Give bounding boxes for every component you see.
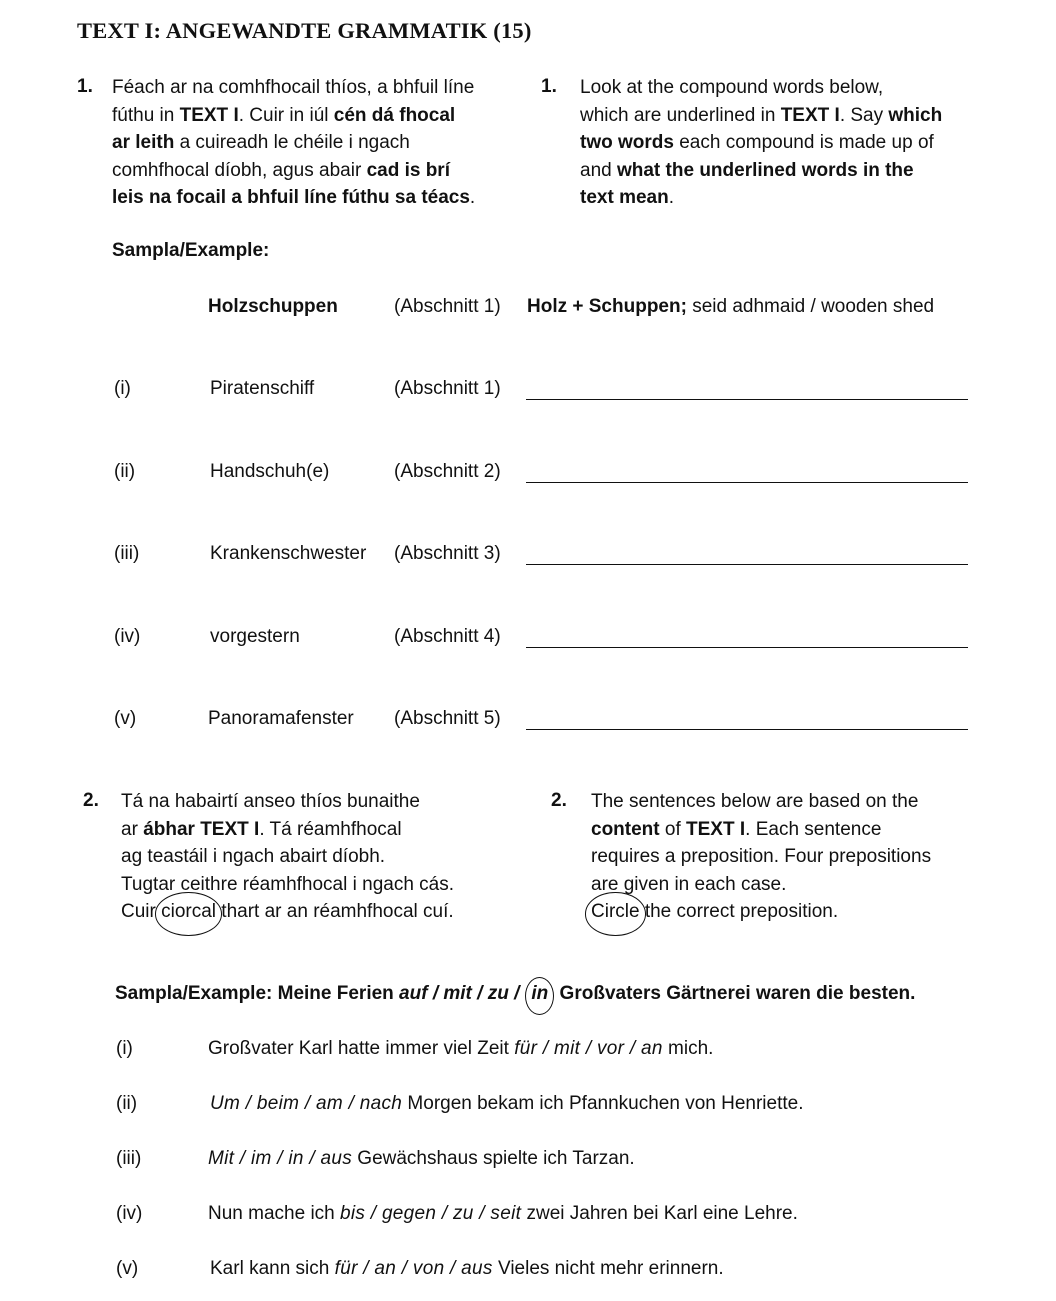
answer-line-1[interactable] [526,399,968,400]
circled-example-option: in [531,983,549,1004]
item-word: vorgestern [210,626,300,647]
q1-instructions-en: Look at the compound words below, which are underlined in TEXT I. Say which two words each compound is made up of and what the underlined words in the text mean. [580,77,943,208]
q2-instructions-en: The sentences below are based on the content of TEXT I. Each sentence requires a preposition. Four prepositions are given in each case. Circle the correct preposition. [591,788,931,926]
q1-number-en: 1. [541,76,557,97]
item-label: (ii) [116,1093,138,1114]
item-section: (Abschnitt 3) [394,543,501,564]
item-label: (i) [116,1038,133,1059]
item-word: Panoramafenster [208,708,354,729]
item-label: (iv) [114,626,141,647]
q1-instructions-ga: Féach ar na comhfhocail thíos, a bhfuil líne fúthu in TEXT I. Cuir in iúl cén dá fhocal ar leith a cuireadh le chéile i ngach comhfhocal díobh, agus abair cad is brí leis na focail a bhfuil líne fúthu sa téacs. [112,77,476,208]
q2-example: Sampla/Example: Meine Ferien auf / mit / zu / in Großvaters Gärtnerei waren die besten. [115,983,916,1004]
item-label: (v) [116,1258,139,1279]
item-section: (Abschnitt 1) [394,378,501,399]
q1-number-ga: 1. [77,76,93,97]
item-label: (i) [114,378,131,399]
item-word: Piratenschiff [210,378,315,399]
answer-line-3[interactable] [526,564,968,565]
q2-number-en: 2. [551,790,567,811]
example-word: Holzschuppen [208,296,338,317]
item-label: (iii) [114,543,140,564]
page-title: TEXT I: ANGEWANDTE GRAMMATIK (15) [77,18,532,43]
sentence: Mit / im / in / aus Gewächshaus spielte ich Tarzan. [208,1148,635,1169]
sentence: Karl kann sich für / an / von / aus Vieles nicht mehr erinnern. [210,1258,724,1279]
answer-line-2[interactable] [526,482,968,483]
example-answer: Holz + Schuppen; seid adhmaid / wooden shed [527,296,935,317]
sentence: Großvater Karl hatte immer viel Zeit für / mit / vor / an mich. [208,1038,714,1059]
example-section: (Abschnitt 1) [394,296,501,317]
item-word: Krankenschwester [210,543,367,564]
preposition-options[interactable]: für / mit / vor / an [514,1038,663,1059]
item-section: (Abschnitt 4) [394,626,501,647]
circled-word: ciorcal [161,898,216,926]
q2-number-ga: 2. [83,790,99,811]
preposition-options[interactable]: Um / beim / am / nach [210,1093,403,1114]
item-label: (iii) [116,1148,142,1169]
item-label: (ii) [114,461,136,482]
item-section: (Abschnitt 5) [394,708,501,729]
preposition-options[interactable]: für / an / von / aus [334,1258,493,1279]
q1-example-label: Sampla/Example: [112,240,270,261]
item-word: Handschuh(e) [210,461,330,482]
preposition-options[interactable]: bis / gegen / zu / seit [340,1203,522,1224]
sentence: Um / beim / am / nach Morgen bekam ich Pfannkuchen von Henriette. [210,1093,804,1114]
item-label: (v) [114,708,137,729]
sentence: Nun mache ich bis / gegen / zu / seit zwei Jahren bei Karl eine Lehre. [208,1203,798,1224]
preposition-options[interactable]: Mit / im / in / aus [208,1148,353,1169]
item-section: (Abschnitt 2) [394,461,501,482]
q2-instructions-ga: Tá na habairtí anseo thíos bunaithe ar ábhar TEXT I. Tá réamhfhocal ag teastáil i ngach abairt díobh. Tugtar ceithre réamhfhocal i ngach cás. Cuir ciorcal thart ar an réamhfhocal cuí. [121,788,454,926]
answer-line-5[interactable] [526,729,968,730]
item-label: (iv) [116,1203,143,1224]
circled-word: Circle [591,898,640,926]
answer-line-4[interactable] [526,647,968,648]
